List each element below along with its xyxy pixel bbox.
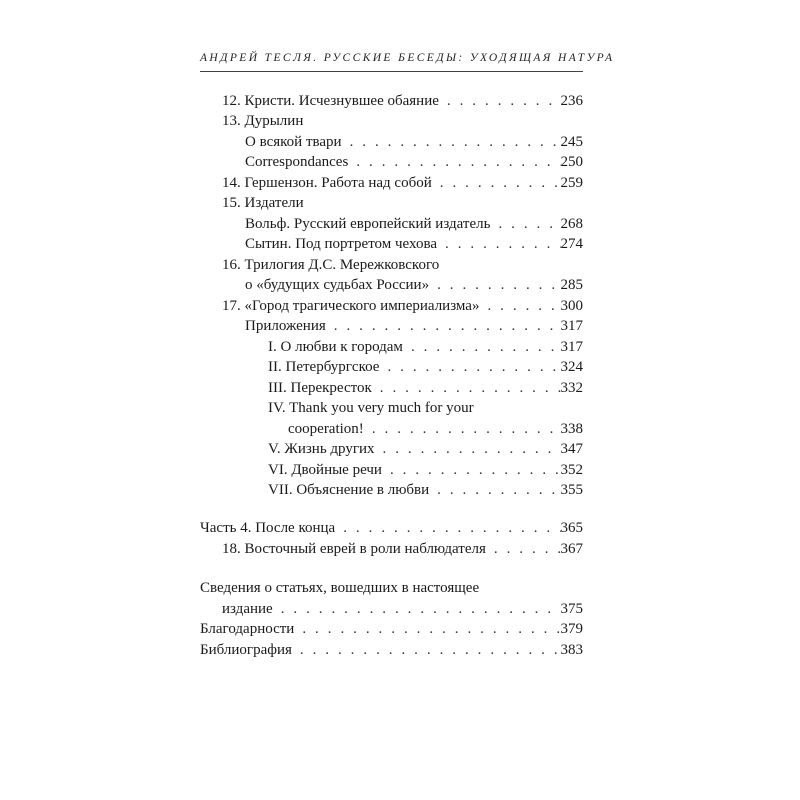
toc-entry-page: 324 — [560, 359, 583, 375]
toc-entry-page: 332 — [560, 380, 583, 396]
toc-leader — [326, 316, 561, 336]
toc-entry[interactable] — [222, 539, 583, 559]
toc-entry-page: 285 — [560, 277, 583, 293]
toc-leader — [364, 419, 561, 439]
toc-entry-page: 245 — [560, 134, 583, 150]
toc-leader — [379, 357, 560, 377]
toc-entry[interactable] — [245, 275, 583, 295]
toc-section-heading: 15. Издатели — [222, 195, 304, 211]
toc-entry-title: 18. Восточный еврей в роли наблюдателя — [222, 541, 486, 557]
toc-entry[interactable] — [268, 460, 583, 480]
toc-section-heading: 13. Дурылин — [222, 113, 304, 129]
toc-entry[interactable] — [222, 173, 583, 193]
toc-entry-page: 317 — [560, 318, 583, 334]
toc-entry[interactable] — [268, 337, 583, 357]
toc-entry-title: I. О любви к городам — [268, 339, 403, 355]
toc-entry-title: Correspondances — [245, 154, 349, 170]
toc-entry-title: Приложения — [245, 318, 326, 334]
toc-leader — [429, 275, 560, 295]
toc-entry[interactable] — [245, 152, 583, 172]
toc-leader — [432, 173, 561, 193]
toc-entry-title: III. Перекресток — [268, 380, 372, 396]
toc-leader — [335, 518, 560, 538]
toc-leader — [439, 91, 561, 111]
toc-entry-title: 12. Кристи. Исчезнувшее обаяние — [222, 93, 439, 109]
toc-entry-page: 317 — [560, 339, 583, 355]
toc-leader — [437, 234, 561, 254]
toc-leader — [429, 480, 560, 500]
toc-entry-title: о «будущих судьбах России» — [245, 277, 430, 293]
toc-entry[interactable] — [222, 91, 583, 111]
toc-entry-title: Библиография — [200, 642, 292, 658]
toc-leader — [294, 619, 560, 639]
toc-entry-title: Часть 4. После конца — [200, 520, 336, 536]
toc-entry[interactable] — [268, 480, 583, 500]
toc-entry[interactable] — [245, 214, 583, 234]
toc-entry[interactable] — [288, 419, 583, 439]
toc-leader — [382, 460, 561, 480]
toc-entry-title-line: IV. Thank you very much for your — [268, 400, 474, 416]
toc-entry-page: 383 — [560, 642, 583, 658]
toc-leader — [403, 337, 561, 357]
toc-entry-page: 355 — [560, 482, 583, 498]
toc-entry[interactable] — [268, 439, 583, 459]
toc-entry[interactable] — [245, 234, 583, 254]
toc-entry-page: 365 — [560, 520, 583, 536]
toc-leader — [273, 599, 561, 619]
toc-entry-title: VII. Объяснение в любви — [268, 482, 430, 498]
toc-entry[interactable] — [200, 619, 583, 639]
toc-leader — [490, 214, 560, 234]
toc-entry-title: cooperation! — [288, 421, 364, 437]
toc-entry-page: 236 — [560, 93, 583, 109]
toc-entry-title: V. Жизнь других — [268, 441, 375, 457]
toc-entry[interactable] — [268, 357, 583, 377]
toc-entry[interactable] — [200, 518, 583, 538]
toc-entry-title: Сытин. Под портретом чехова — [245, 236, 437, 252]
toc-entry-title: Вольф. Русский европейский издатель — [245, 216, 491, 232]
toc-leader — [292, 640, 561, 660]
toc-leader — [348, 152, 560, 172]
toc-entry-title: 14. Гершензон. Работа над собой — [222, 175, 432, 191]
toc-entry[interactable] — [245, 132, 583, 152]
toc-entry-page: 367 — [560, 541, 583, 557]
toc-entry-page: 379 — [560, 621, 583, 637]
toc-entry-page: 274 — [560, 236, 583, 252]
toc-entry-title: 17. «Город трагического империализма» — [222, 298, 480, 314]
toc-entry-title: VI. Двойные речи — [268, 462, 382, 478]
toc-entry[interactable] — [245, 316, 583, 336]
toc-entry-title: издание — [222, 601, 273, 617]
toc-entry-page: 375 — [560, 601, 583, 617]
toc-leader — [486, 539, 561, 559]
toc-entry-page: 259 — [560, 175, 583, 191]
toc-leader — [342, 132, 561, 152]
toc-entry[interactable] — [268, 378, 583, 398]
toc-entry-page: 300 — [560, 298, 583, 314]
toc-entry[interactable] — [222, 296, 583, 316]
toc-entry-page: 250 — [560, 154, 583, 170]
toc-entry-page: 338 — [560, 421, 583, 437]
toc-entry[interactable] — [222, 599, 583, 619]
running-header: АНДРЕЙ ТЕСЛЯ. РУССКИЕ БЕСЕДЫ: УХОДЯЩАЯ НАТУРА — [200, 52, 615, 64]
toc-entry-title: II. Петербургское — [268, 359, 380, 375]
toc-leader — [375, 439, 561, 459]
toc-entry-page: 268 — [560, 216, 583, 232]
toc-entry-title: О всякой твари — [245, 134, 342, 150]
toc-leader — [479, 296, 560, 316]
toc-leader — [372, 378, 561, 398]
toc-entry-page: 347 — [560, 441, 583, 457]
toc-entry-title-line: Сведения о статьях, вошедших в настоящее — [200, 580, 480, 596]
toc-entry-page: 352 — [560, 462, 583, 478]
toc-entry-title-line: 16. Трилогия Д.С. Мережковского — [222, 257, 440, 273]
toc-entry-title: Благодарности — [200, 621, 295, 637]
toc-entry[interactable] — [200, 640, 583, 660]
